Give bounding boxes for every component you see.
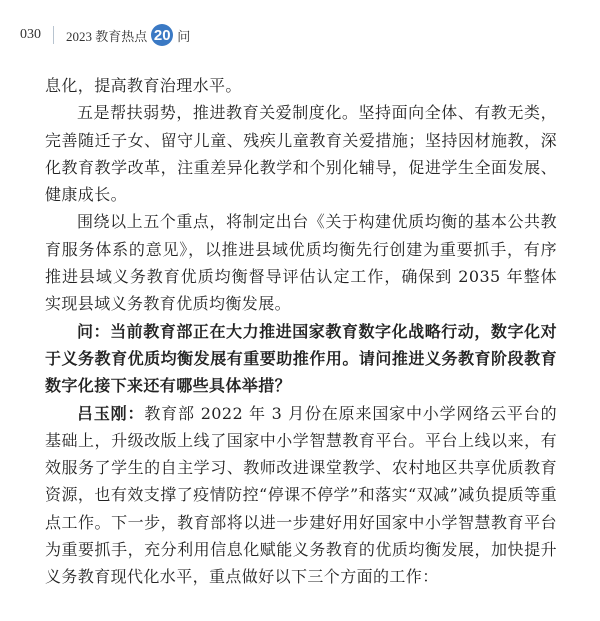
paragraph-point-five: 五是帮扶弱势，推进教育关爱制度化。坚持面向全体、有教无类，完善随迁子女、留守儿童、残疾儿童教育关爱措施；坚持因材施教，深化教育教学改革，注重差异化教学和个别化辅导，促进学生全面发展、健康成长。 bbox=[45, 103, 557, 205]
running-header bbox=[20, 24, 190, 46]
book-title-prefix: 2023 教育热点 bbox=[66, 28, 148, 44]
paragraph-summary: 围绕以上五个重点，将制定出台《关于构建优质均衡的基本公共教育服务体系的意见》，以推进县域优质均衡先行创建为重要抓手，有序推进县域义务教育优质均衡督导评估认定工作，确保到 2035 年整体实现县域义务教育优质均衡发展。 bbox=[45, 212, 557, 314]
number-badge: 20 bbox=[151, 24, 173, 46]
answer-text: 教育部 2022 年 3 月份在原来国家中小学网络云平台的基础上，升级改版上线了国家中小学智慧教育平台。平台上线以来，有效服务了学生的自主学习、教师改进课堂教学、农村地区共享优质教育资源，也有效支撑了疫情防控“停课不停学”和落实“双减”减负提质等重点工作。下一步，教育部将以进一步建好用好国家中小学智慧教育平台为重要抓手，充分利用信息化赋能义务教育的优质均衡发展，加快提升义务教育现代化水平，重点做好以下三个方面的工作： bbox=[45, 403, 557, 587]
question-paragraph: 问：当前教育部正在大力推进国家教育数字化战略行动，数字化对于义务教育优质均衡发展有重要助推作用。请问推进义务教育阶段教育数字化接下来还有哪些具体举措？ bbox=[45, 321, 557, 396]
answer-paragraph bbox=[45, 400, 557, 591]
paragraph-continuation: 息化，提高教育治理水平。 bbox=[45, 76, 242, 95]
book-title-suffix: 问 bbox=[177, 28, 191, 44]
book-title bbox=[66, 24, 190, 46]
header-divider bbox=[53, 26, 54, 44]
speaker-name: 吕玉刚： bbox=[77, 403, 145, 423]
page-number: 030 bbox=[20, 27, 41, 42]
body-text bbox=[45, 72, 557, 591]
